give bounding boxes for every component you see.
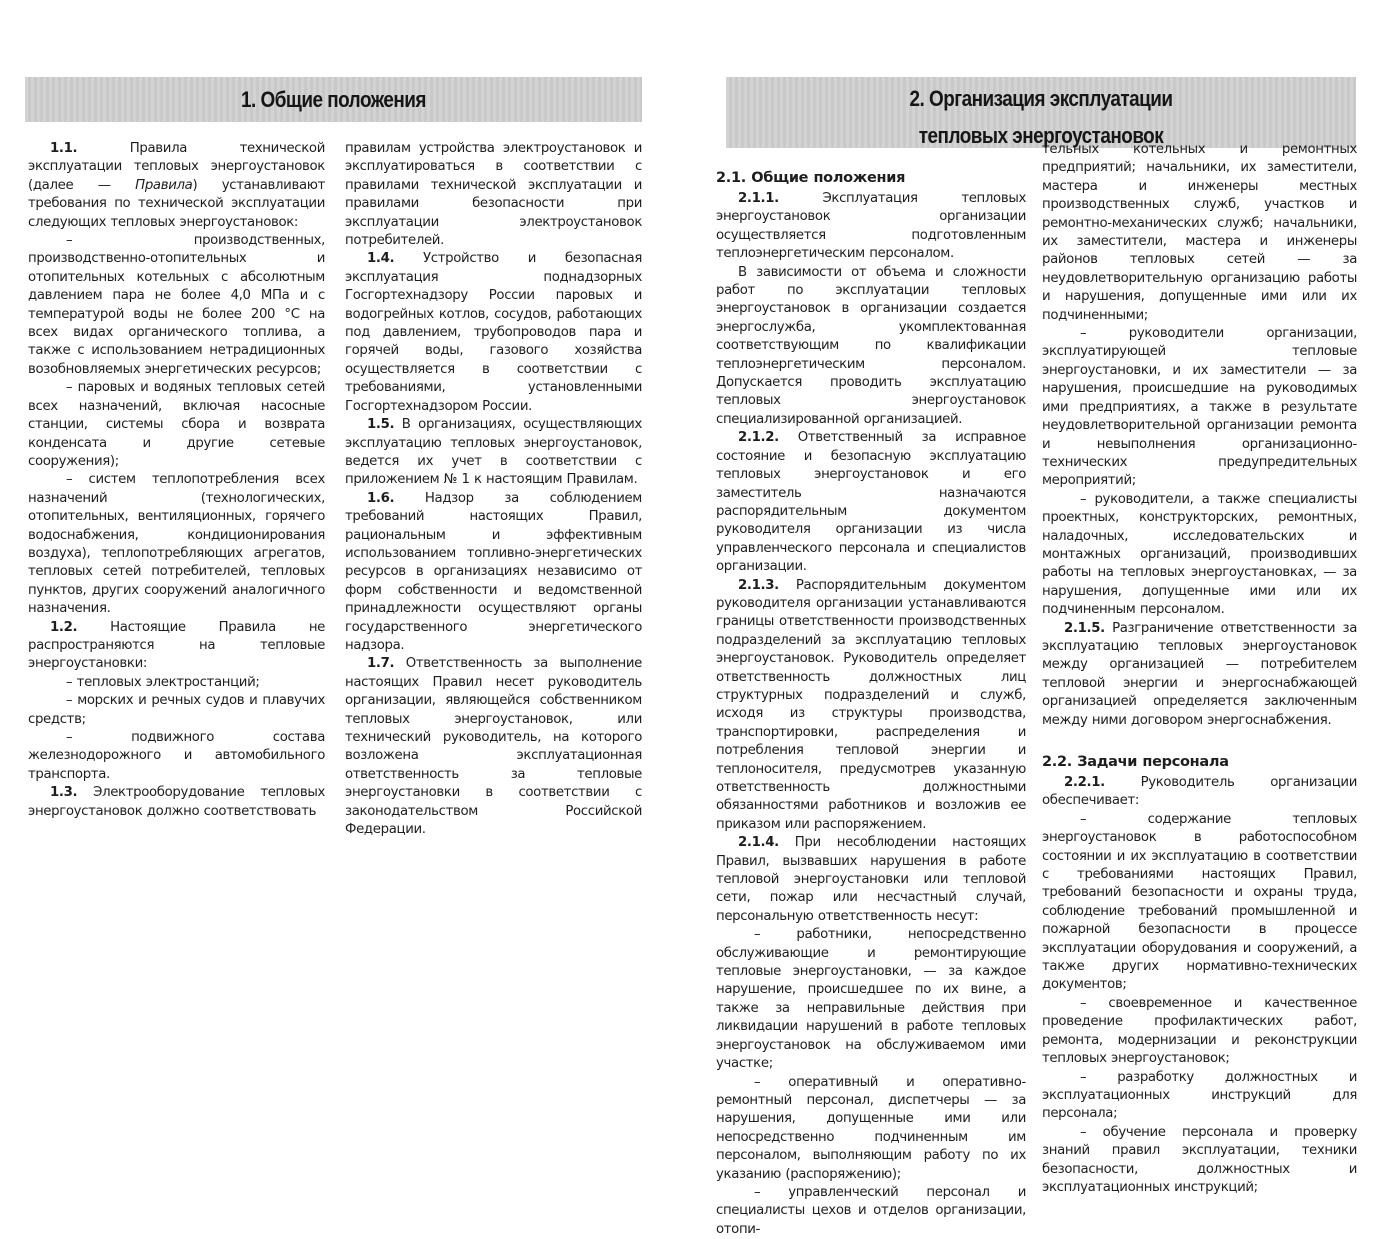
list-item: – морских и речных судов и плавучих средств; [28, 693, 325, 727]
chapter-2-title-line2: тепловых энергоустановок [918, 123, 1164, 148]
clause-number: 1.4. [367, 251, 395, 267]
paragraph: 1.1. Правила технической эксплуатации тепловых энергоустановок (далее — Правила) устанавливают требования по технической эксплуатации следующих тепловых энергоустановок: [28, 141, 326, 230]
list-item: – управленческий персонал и специалисты цехов и отделов организации, отопи- [716, 1184, 1026, 1237]
paragraph: 1.6. Надзор за соблюдением требований настоящих Правил, рациональным и эффективным использованием топливно-энергетических ресурсов в организациях независимо от форм собственности и ведомственной принадлежности осуществляют органы государственного энергетического надзора. [345, 490, 642, 653]
section-2-2-body [1042, 774, 1357, 1197]
list-item: – тепловых электростанций; [66, 674, 260, 690]
clause-number: 2.2.1. [1064, 775, 1105, 790]
clause-number: 1.2. [50, 619, 78, 635]
left-column-2 [345, 140, 642, 839]
list-item: – оперативный и оперативно-ремонтный персонал, диспетчеры — за нарушения, допущенные ими или непосредственно подчиненным им персоналом, выполняющим работу по их указанию (распоряжению); [716, 1074, 1026, 1182]
list-item: – содержание тепловых энергоустановок в работоспособном состоянии и их эксплуатацию в соответствии с требованиями настоящих Правил, требований безопасности и охраны труда, соблюдение требований промышленной и пожарной безопасности в процессе эксплуатации оборудования и сооружений, а также других нормативно-технических документов; [1042, 811, 1357, 993]
paragraph: 2.2.1. Руководитель организации обеспечивает: [1042, 775, 1357, 809]
list-item: – своевременное и качественное проведение профилактических работ, ремонта, модернизации и реконструкции тепловых энергоустановок; [1042, 995, 1357, 1067]
list-item: – обучение персонала и проверку знаний правил эксплуатации, техники безопасности, должностных и эксплуатационных инструкций; [1042, 1124, 1357, 1195]
clause-number: 2.1.3. [738, 577, 779, 593]
paragraph: 1.5. В организациях, осуществляющих эксплуатацию тепловых энергоустановок, ведется их учет в соответствии с приложением № 1 к настоящим Правилам. [345, 417, 642, 488]
left-page [0, 0, 680, 1080]
paragraph: 2.1.4. При несоблюдении настоящих Правил, вызвавших нарушения в работе тепловой энергоустановки или тепловой сети, пожар или несчастный случай, персональную ответственность несут: [716, 835, 1026, 924]
paragraph: 2.1.1. Эксплуатация тепловых энергоустановок организации осуществляется подготовленным теплоэнергетическим персоналом. [716, 191, 1026, 262]
list-item: – работники, непосредственно обслуживающие и ремонтирующие тепловые энергоустановки, — за каждое нарушение, происшедшее по их вине, а также за неправильные действия при ликвидации нарушений в работе тепловых энергоустановок на обслуживаемом ими участке; [716, 927, 1026, 1072]
chapter-1-banner [25, 77, 642, 122]
paragraph: 2.1.2. Ответственный за исправное состояние и безопасную эксплуатацию тепловых энергоустановок и его заместитель назначаются распорядительным документом руководителя организации из числа управленческого персонала и специалистов организации. [716, 430, 1026, 575]
clause-number: 2.1.4. [738, 835, 779, 851]
list-item: – подвижного состава железнодорожного и автомобильного транспорта. [28, 730, 325, 782]
section-2-1-body [716, 190, 1026, 1239]
list-item: – руководители, а также специалисты проектных, конструкторских, ремонтных, наладочных, исследовательских и монтажных организаций, производивших работы на тепловых энергоустановках, — за нарушения, допущенные ими или их подчиненным персоналом. [1042, 491, 1357, 618]
clause-number: 1.1. [50, 141, 78, 156]
clause-number: 1.7. [367, 656, 395, 672]
clause-number: 1.6. [367, 490, 395, 506]
chapter-1-title: 1. Общие положения [241, 87, 426, 112]
list-item: – паровых и водяных тепловых сетей всех назначений, включая насосные станции, системы сбора и возврата конденсата и другие сетевые сооружения); [28, 380, 325, 469]
chapter-2-title-line1: 2. Организация эксплуатации [909, 86, 1173, 111]
right-page [686, 0, 1373, 1237]
chapter-2-banner [726, 77, 1356, 148]
list-item: – руководители организации, эксплуатирующей тепловые энергоустановки, и их заместители — за нарушения, происшедшие на руководимых ими предприятиях, а также в результате неудовлетворительной организации ремонта и невыполнения организационно-технических предупредительных мероприятий; [1042, 326, 1357, 489]
clause-number: 2.1.1. [738, 191, 779, 206]
paragraph-continued: тельных котельных и ремонтных предприятий; начальники, их заместители, мастера и инженеры местных производственных служб, участков и ремонтно-механических служб; начальники, их заместители, мастера и инженеры районов тепловых сетей — за неудовлетворительную организацию работы и нарушения, допущенные ими или их подчиненными; [1042, 142, 1357, 323]
paragraph: 1.3. Электрооборудование тепловых энергоустановок должно соответствовать [28, 785, 325, 819]
list-item: – систем теплопотребления всех назначений (технологических, отопительных, вентиляционных, горячего водоснабжения, кондиционирования воздуха), теплопотребляющих агрегатов, тепловых сетей потребителей, тепловых пунктов, других сооружений аналогичного назначения. [28, 472, 325, 617]
right-column-1 [716, 168, 1026, 1239]
clause-number: 2.1.5. [1064, 620, 1105, 636]
paragraph: 1.4. Устройство и безопасная эксплуатация поднадзорных Госгортехнадзору России паровых и водогрейных котлов, сосудов, работающих под давлением, трубопроводов пара и горячей воды, газового хозяйства осуществляется в соответствии с требованиями, установленными Госгортехнадзором России. [345, 251, 642, 414]
paragraph: 1.7. Ответственность за выполнение настоящих Правил несет руководитель организации, являющейся собственником тепловых энергоустановок, или технический руководитель, на которого возложена эксплуатационная ответственность за тепловые энергоустановки в соответствии с законодательством Российской Федерации. [345, 656, 642, 838]
clause-number: 1.5. [367, 417, 395, 433]
clause-number: 2.1.2. [738, 430, 779, 446]
paragraph: 2.1.5. Разграничение ответственности за эксплуатацию тепловых энергоустановок между организацией — потребителем тепловой энергии и энергоснабжающей организацией определяется заключенным между ними договором энергоснабжения. [1042, 620, 1357, 728]
list-item: – разработку должностных и эксплуатационных инструкций для персонала; [1042, 1069, 1357, 1122]
section-2-1-heading: 2.1. Общие положения [716, 170, 906, 186]
section-2-1-continued [1042, 141, 1357, 730]
right-column-2 [1042, 141, 1357, 1197]
paragraph: 1.2. Настоящие Правила не распространяются на тепловые энергоустановки: [28, 619, 325, 672]
italic-term: Правила [135, 177, 193, 193]
paragraph: В зависимости от объема и сложности работ по эксплуатации тепловых энергоустановок в организации создается энергослужба, укомплектованная соответствующим по квалификации теплоэнергетическим персоналом. Допускается проводить эксплуатацию тепловых энергоустановок специализированной организацией. [716, 264, 1026, 427]
section-2-2-heading: 2.2. Задачи персонала [1042, 754, 1229, 770]
paragraph: 2.1.3. Распорядительным документом руководителя организации устанавливаются границы ответственности производственных подразделений за эксплуатацию тепловых энергоустановок. Руководитель определяет ответственность должностных лиц структурных подразделений и служб, исходя из структуры производства, транспортировки, распределения и потребления тепловой энергии и теплоносителя, предусмотрев указанную ответственность должностными обязанностями работников и возложив ее приказом или распоряжением. [716, 577, 1026, 832]
paragraph-continued: правилам устройства электроустановок и эксплуатироваться в соответствии с правилами технической эксплуатации и правилами безопасности при эксплуатации электроустановок потребителей. [345, 141, 642, 249]
list-item: – производственных, производственно-отопительных и отопительных котельных с абсолютным давлением пара не более 4,0 МПа и с температурой воды не более 200 °С на всех видах органического топлива, а также с использованием нетрадиционных возобновляемых энергетических ресурсов; [28, 233, 325, 377]
clause-number: 1.3. [50, 785, 78, 801]
left-column-1 [28, 140, 325, 821]
